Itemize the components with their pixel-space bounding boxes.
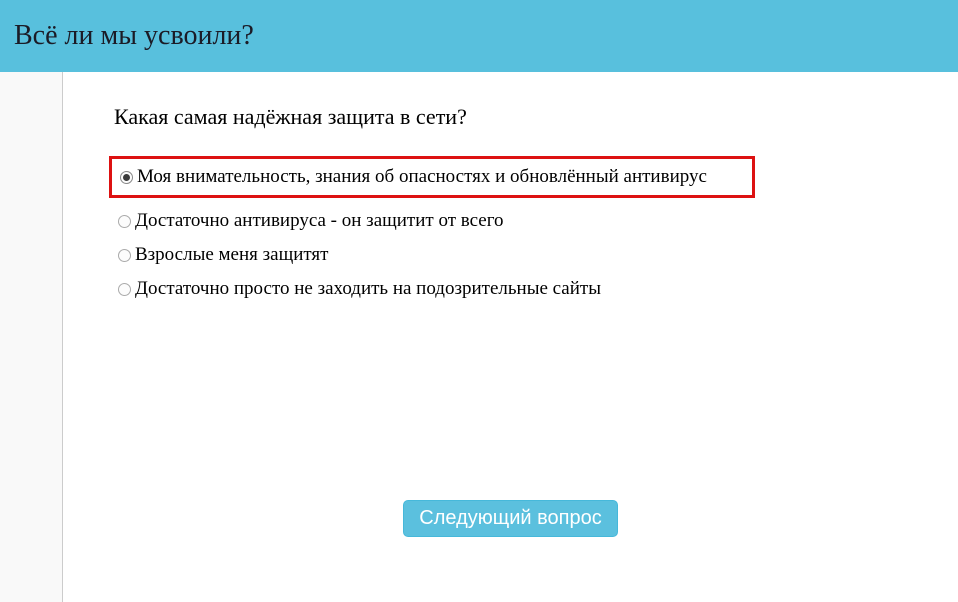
- radio-option-4[interactable]: [118, 283, 131, 296]
- quiz-header: [0, 0, 958, 72]
- radio-option-2[interactable]: [118, 215, 131, 228]
- page-title: Всё ли мы усвоили?: [14, 20, 254, 51]
- option-row[interactable]: [63, 244, 958, 266]
- button-row: [63, 500, 958, 537]
- next-question-button[interactable]: Следующий вопрос: [403, 500, 617, 537]
- quiz-content: [63, 72, 958, 602]
- option-row[interactable]: [63, 210, 958, 232]
- option-row[interactable]: [120, 166, 707, 188]
- left-side-strip: [0, 72, 63, 602]
- option-label[interactable]: Достаточно просто не заходить на подозрительные сайты: [135, 278, 601, 299]
- option-label[interactable]: Взрослые меня защитят: [135, 244, 329, 265]
- option-label[interactable]: Достаточно антивируса - он защитит от всего: [135, 210, 504, 231]
- radio-option-3[interactable]: [118, 249, 131, 262]
- radio-option-1[interactable]: [120, 171, 133, 184]
- option-row[interactable]: [63, 278, 958, 300]
- options-list: [63, 156, 958, 300]
- question-text: Какая самая надёжная защита в сети?: [114, 104, 467, 129]
- radio-selected-dot: [123, 174, 130, 181]
- main-area: [0, 72, 958, 602]
- option-label[interactable]: Моя внимательность, знания об опасностях и обновлённый антивирус: [137, 166, 707, 187]
- correct-answer-highlight: [109, 156, 755, 198]
